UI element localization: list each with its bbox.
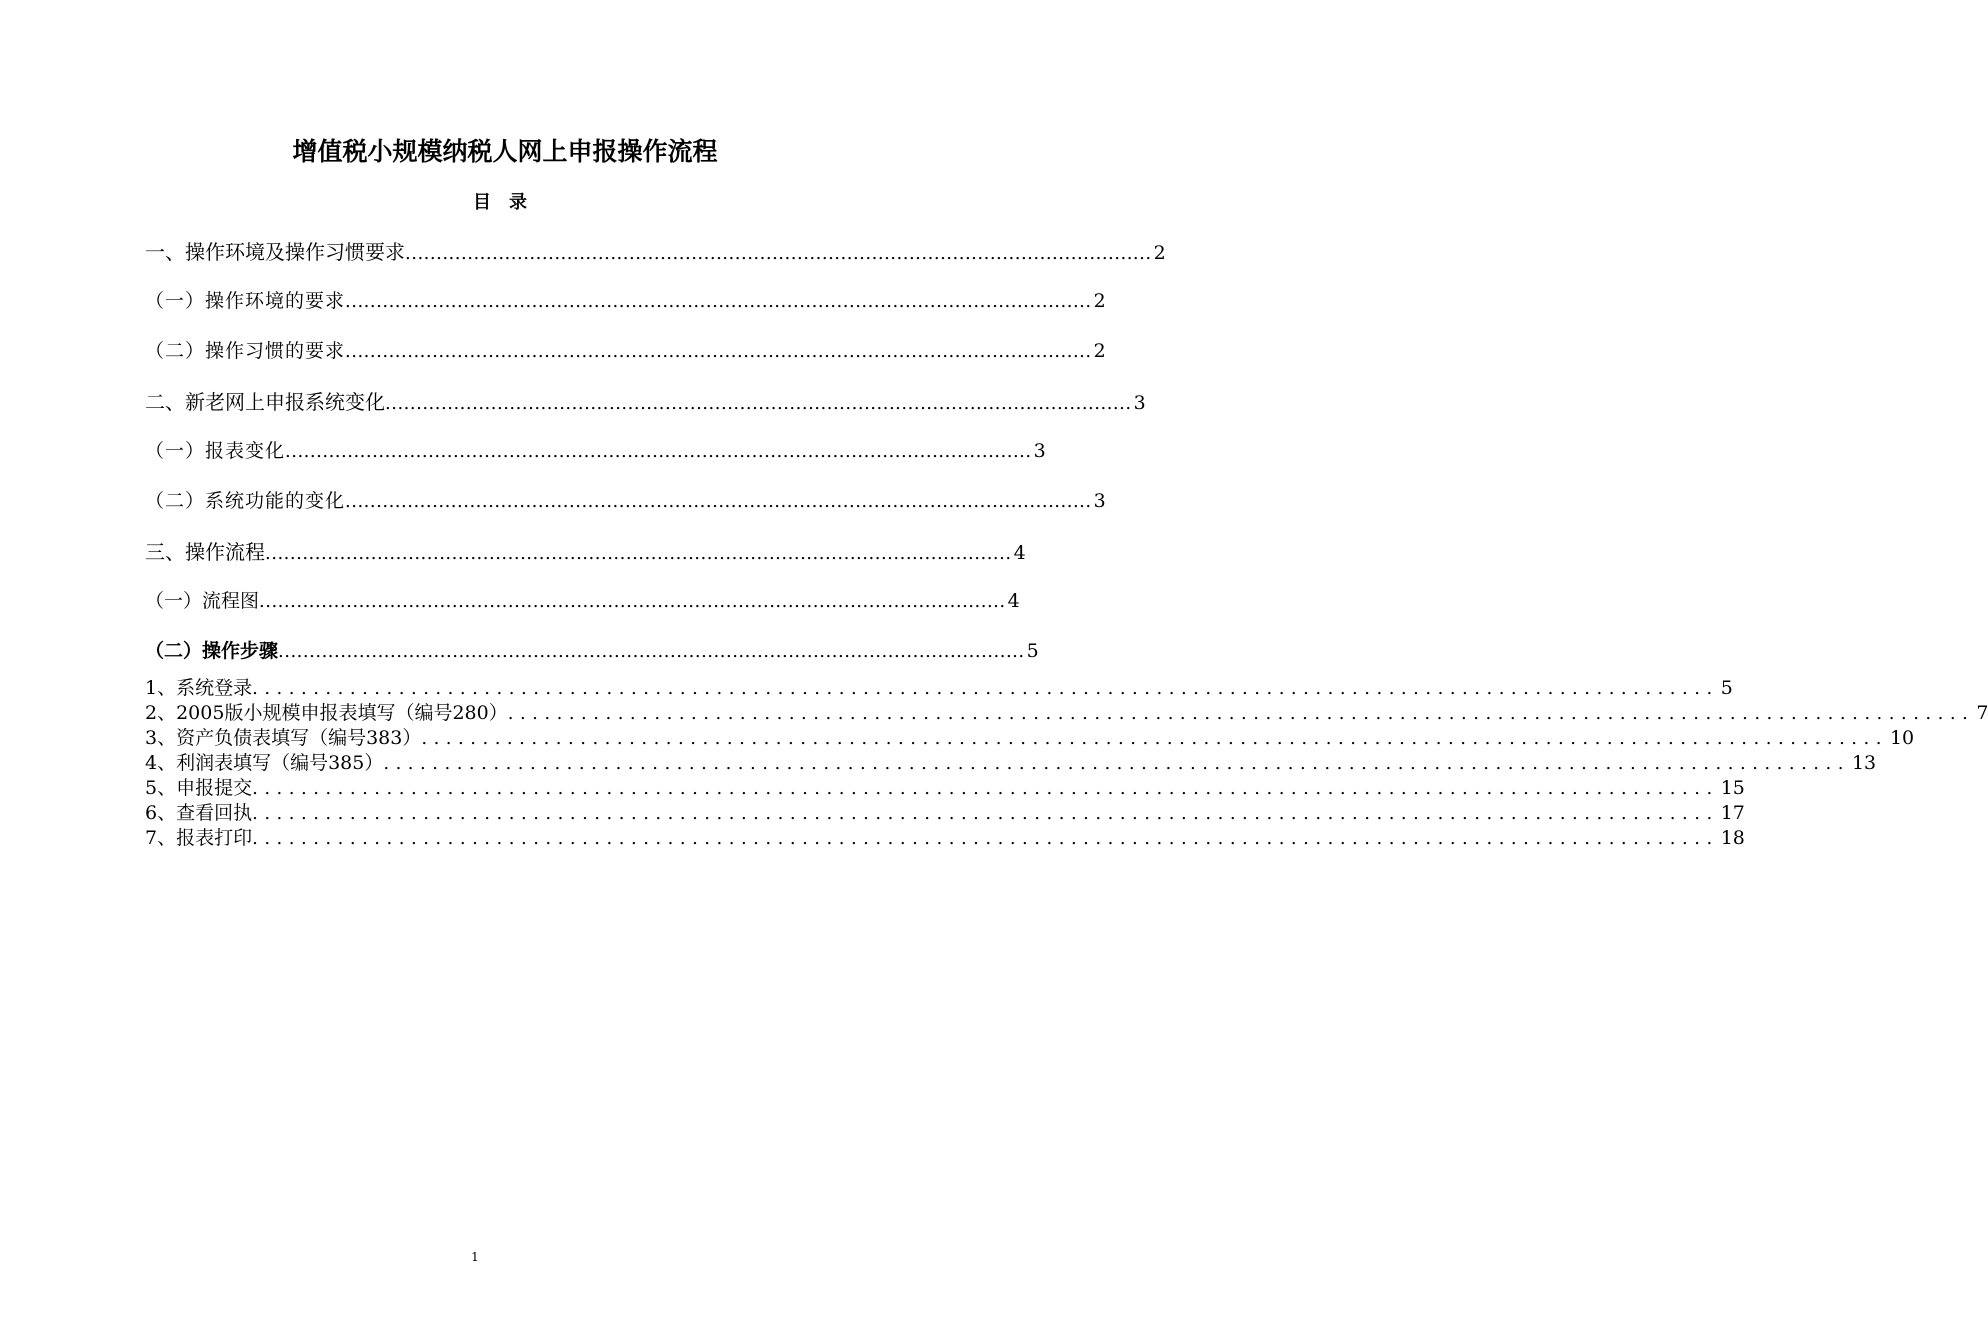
toc-entry-page: 5 bbox=[1720, 677, 1733, 699]
toc-entry[interactable] bbox=[145, 798, 1745, 825]
toc-leader: ........................................................................................................................ bbox=[252, 828, 1719, 849]
toc-entry-page: 10 bbox=[1889, 727, 1915, 749]
toc-entry-page: 2 bbox=[1093, 290, 1106, 312]
toc-leader: ........................................................................................................................ bbox=[345, 291, 1092, 312]
toc-entry-label: （一）流程图 bbox=[145, 590, 260, 612]
toc-entry-label: （一）报表变化 bbox=[145, 440, 286, 462]
toc-leader: ........................................................................................................................ bbox=[265, 543, 1012, 564]
toc-entry-page: 2 bbox=[1093, 340, 1106, 362]
toc-entry-label: （一）操作环境的要求 bbox=[145, 290, 346, 312]
toc-leader: ........................................................................................................................ bbox=[345, 491, 1092, 512]
toc-entry[interactable] bbox=[145, 748, 1877, 775]
toc-entry-page: 18 bbox=[1720, 827, 1745, 849]
toc-entry[interactable] bbox=[145, 386, 1146, 415]
toc-leader: ........................................................................................................................ bbox=[259, 591, 1006, 612]
toc-entry-label: （二）操作习惯的要求 bbox=[145, 340, 346, 362]
toc-entry-page: 4 bbox=[1013, 542, 1026, 564]
toc-entry[interactable] bbox=[145, 486, 1106, 513]
toc-entry-page: 3 bbox=[1133, 392, 1146, 414]
toc-entry[interactable] bbox=[145, 236, 1166, 265]
toc-leader: ........................................................................................................................ bbox=[252, 678, 1719, 699]
document-title: 增值税小规模纳税人网上申报操作流程 bbox=[292, 137, 718, 166]
toc-entry-page: 17 bbox=[1720, 802, 1745, 824]
toc-leader: ........................................................................................................................ bbox=[405, 243, 1152, 264]
toc-entry[interactable] bbox=[145, 286, 1106, 313]
toc-entry-page: 3 bbox=[1093, 490, 1106, 512]
toc-entry[interactable] bbox=[145, 536, 1026, 565]
toc-entry-page: 7 bbox=[1976, 702, 1988, 724]
toc-entry[interactable] bbox=[145, 336, 1106, 363]
toc-leader: ........................................................................................................................ bbox=[252, 778, 1719, 799]
toc-entry-label: 3、资产负债表填写（编号383） bbox=[145, 727, 422, 749]
toc-entry-label: 4、利润表填写（编号385） bbox=[145, 752, 384, 774]
toc-entry-label: 2、2005版小规模申报表填写（编号280） bbox=[145, 702, 508, 724]
toc-entry-label: 三、操作流程 bbox=[145, 540, 265, 564]
toc-entry[interactable] bbox=[145, 673, 1733, 700]
toc-entry-label: 二、新老网上申报系统变化 bbox=[145, 390, 385, 414]
toc-leader: ........................................................................................................................ bbox=[383, 753, 1850, 774]
toc-leader: ........................................................................................................................ bbox=[507, 703, 1975, 724]
toc-entry-page: 13 bbox=[1851, 752, 1877, 774]
toc-leader: ........................................................................................................................ bbox=[345, 341, 1092, 362]
toc-leader: ........................................................................................................................ bbox=[252, 803, 1719, 824]
toc-leader: ........................................................................................................................ bbox=[385, 393, 1132, 414]
toc-leader: ........................................................................................................................ bbox=[278, 641, 1025, 662]
toc-entry-page: 2 bbox=[1153, 242, 1166, 264]
toc-entry-label: 一、操作环境及操作习惯要求 bbox=[145, 240, 405, 264]
toc-leader: ........................................................................................................................ bbox=[285, 441, 1032, 462]
toc-entry-label: 6、查看回执 bbox=[145, 802, 253, 824]
toc-entry[interactable] bbox=[145, 436, 1046, 463]
page-number: 1 bbox=[471, 1250, 479, 1264]
toc-entry[interactable] bbox=[145, 823, 1745, 850]
toc-entry-page: 5 bbox=[1026, 640, 1039, 662]
toc-entry[interactable] bbox=[145, 698, 1988, 725]
toc-entry-page: 4 bbox=[1007, 590, 1020, 612]
toc-entry-label: （二）操作步骤 bbox=[145, 640, 279, 662]
toc-entry-label: 7、报表打印 bbox=[145, 827, 253, 849]
toc-entry-page: 15 bbox=[1720, 777, 1745, 799]
toc-entry[interactable] bbox=[145, 636, 1039, 663]
toc-entry-label: （二）系统功能的变化 bbox=[145, 490, 346, 512]
toc-entry[interactable] bbox=[145, 586, 1020, 613]
toc-heading: 目 录 bbox=[473, 192, 527, 213]
toc-entry[interactable] bbox=[145, 723, 1915, 750]
toc-entry[interactable] bbox=[145, 773, 1745, 800]
toc-entry-page: 3 bbox=[1033, 440, 1046, 462]
toc-entry-label: 1、系统登录 bbox=[145, 677, 253, 699]
toc-leader: ........................................................................................................................ bbox=[421, 728, 1888, 749]
toc-entry-label: 5、申报提交 bbox=[145, 777, 253, 799]
